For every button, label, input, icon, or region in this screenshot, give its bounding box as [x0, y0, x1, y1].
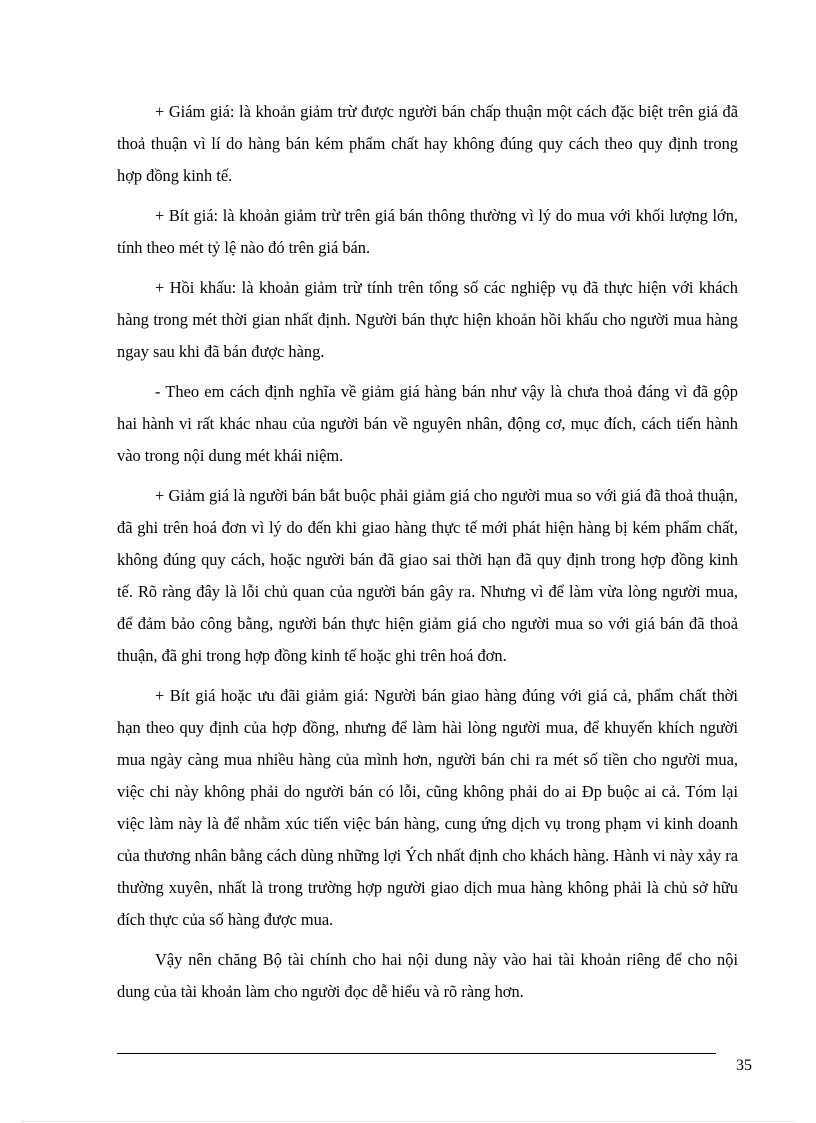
- footer-rule: [117, 1053, 716, 1054]
- paragraph-hoi-khau-definition: + Hồi khấu: là khoản giảm trừ tính trên tổng số các nghiệp vụ đã thực hiện với khách hàng trong mét thời gian nhất định. Người bán thực hiện khoản hồi khấu cho người mua hàng ngay sau khi đã bán được hàng.: [117, 278, 738, 361]
- paragraph-giam-gia-definition: + Giám giá: là khoản giảm trừ được người bán chấp thuận một cách đặc biệt trên giá đã thoả thuận vì lí do hàng bán kém phẩm chất hay không đúng quy cách theo quy định trong hợp đồng kinh tế.: [117, 102, 738, 185]
- page-number: 35: [736, 1057, 752, 1074]
- paragraph-conclusion: Vậy nên chăng Bộ tài chính cho hai nội dung này vào hai tài khoản riêng để cho nội dung của tài khoản làm cho người đọc dễ hiểu và rõ ràng hơn.: [117, 950, 738, 1001]
- paragraph-giam-gia-explanation: + Giảm giá là người bán bắt buộc phải giảm giá cho người mua so với giá đã thoả thuận, đã ghi trên hoá đơn vì lý do đến khi giao hàng thực tế mới phát hiện hàng bị kém phẩm chất, không đúng quy cách, hoặc người bán đã giao sai thời hạn đã quy định trong hợp đồng kinh tế. Rõ ràng đây là lỗi chủ quan của người bán gây ra. Nhưng vì để làm vừa lòng người mua, để đảm bảo công bằng, người bán thực hiện giảm giá cho người mua so với giá bán đã thoả thuận, đã ghi trong hợp đồng kinh tế hoặc ghi trên hoá đơn.: [117, 486, 738, 665]
- page-edge-divider: [22, 1121, 794, 1122]
- body-text: [117, 96, 738, 1016]
- paragraph-opinion: - Theo em cách định nghĩa về giảm giá hàng bán như vậy là chưa thoả đáng vì đã gộp hai hành vi rất khác nhau của người bán về nguyên nhân, động cơ, mục đích, cách tiến hành vào trong nội dung mét khái niệm.: [117, 382, 738, 465]
- paragraph-bit-gia-explanation: + Bít giá hoặc ưu đãi giảm giá: Người bán giao hàng đúng với giá cả, phẩm chất thời hạn theo quy định của hợp đồng, nhưng để làm hài lòng người mua, để khuyến khích người mua ngày càng mua nhiều hàng của mình hơn, người bán chi ra mét số tiền cho người mua, việc chi này không phải do người bán có lỗi, cũng không phải do ai Đp buộc ai cả. Tóm lại việc làm này là để nhằm xúc tiến việc bán hàng, cung ứng dịch vụ trong phạm vi kinh doanh của thương nhân bằng cách dùng những lợi Ých nhất định cho khách hàng. Hành vi này xảy ra thường xuyên, nhất là trong trường hợp người giao dịch mua hàng không phải là chủ sở hữu đích thực của số hàng được mua.: [117, 686, 738, 929]
- paragraph-bit-gia-definition: + Bít giá: là khoản giảm trừ trên giá bán thông thường vì lý do mua với khối lượng lớn, tính theo mét tỷ lệ nào đó trên giá bán.: [117, 206, 738, 257]
